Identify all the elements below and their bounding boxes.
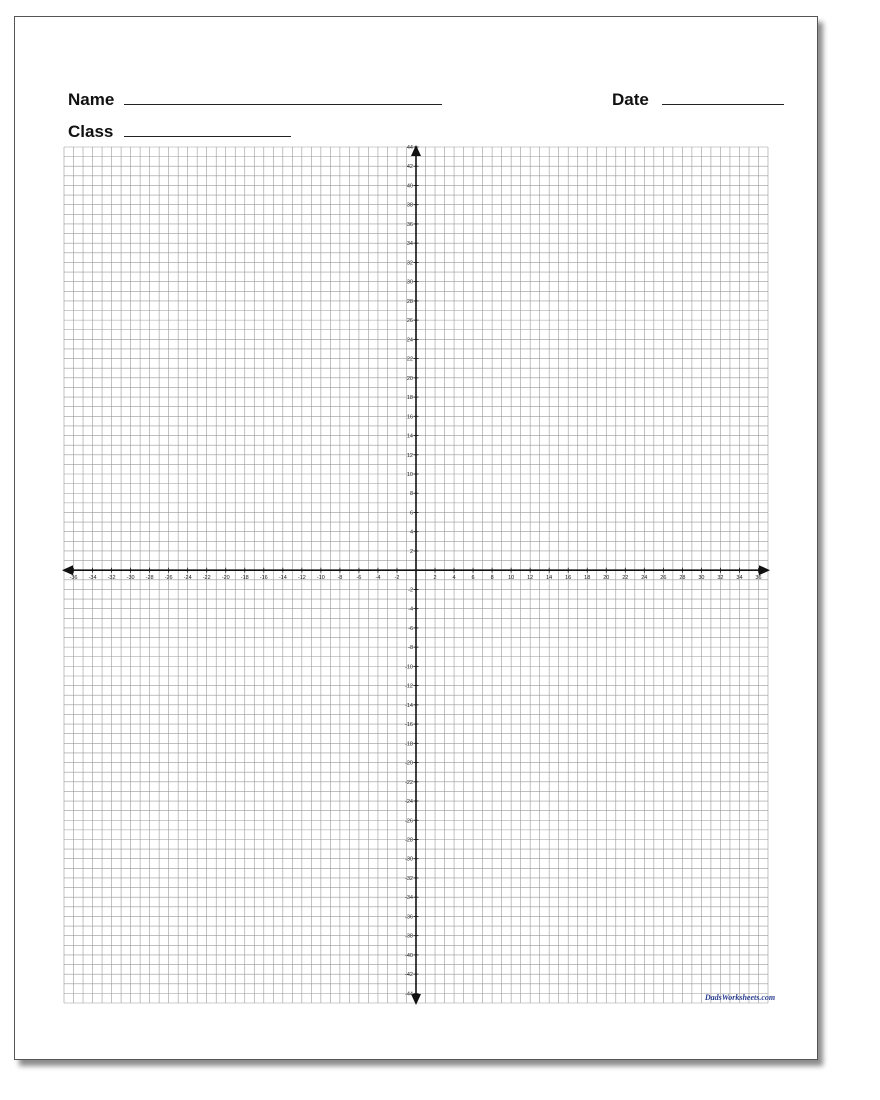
x-axis-right-arrow: [759, 565, 770, 575]
y-tick-label: 6: [409, 510, 413, 517]
y-tick-label: -34: [405, 895, 413, 902]
x-tick-label: -22: [202, 575, 211, 582]
x-tick-label: -34: [88, 575, 97, 582]
x-tick-label: -4: [375, 575, 381, 582]
x-tick-label: 36: [755, 575, 762, 582]
y-tick-label: 8: [409, 491, 413, 498]
x-tick-label: 22: [622, 575, 629, 582]
x-tick-label: 24: [641, 575, 648, 582]
y-tick-label: -4: [408, 606, 413, 613]
x-tick-label: 8: [490, 575, 494, 582]
x-tick-label: 16: [565, 575, 572, 582]
x-tick-label: -18: [240, 575, 249, 582]
x-tick-label: 18: [584, 575, 591, 582]
y-tick-label: -36: [405, 914, 413, 921]
x-tick-label: -12: [297, 575, 306, 582]
y-tick-label: -42: [405, 972, 413, 979]
y-tick-label: -2: [408, 587, 413, 594]
y-tick-label: 26: [406, 318, 413, 325]
y-tick-label: -22: [405, 779, 413, 786]
date-label: Date: [612, 90, 649, 109]
y-tick-label: -28: [405, 837, 413, 844]
y-tick-label: -26: [405, 818, 413, 825]
y-tick-label: -40: [405, 952, 413, 959]
class-label: Class: [68, 122, 114, 141]
x-tick-label: -8: [337, 575, 343, 582]
y-tick-label: -8: [408, 645, 413, 652]
name-label: Name: [68, 90, 115, 109]
x-tick-label: 34: [736, 575, 743, 582]
x-axis-left-arrow: [62, 565, 73, 575]
y-tick-label: 42: [406, 164, 413, 171]
x-tick-label: -24: [183, 575, 192, 582]
y-tick-label: 40: [406, 183, 413, 190]
x-tick-label: 6: [471, 575, 475, 582]
y-tick-label: -24: [405, 799, 413, 806]
dadsworksheets-logo: DadsWorksheets.com: [704, 993, 776, 1002]
x-tick-label: 30: [698, 575, 705, 582]
y-tick-label: 20: [406, 375, 413, 382]
x-tick-label: -30: [126, 575, 135, 582]
y-tick-label: 18: [406, 395, 413, 402]
y-tick-label: 22: [406, 356, 413, 363]
y-tick-label: 38: [406, 202, 413, 209]
y-tick-label: 30: [406, 279, 413, 286]
y-tick-label: 10: [406, 472, 413, 479]
y-tick-label: -20: [405, 760, 413, 767]
y-tick-label: 16: [406, 414, 413, 421]
x-tick-label: 4: [452, 575, 456, 582]
x-tick-label: 2: [433, 575, 437, 582]
x-tick-label: 14: [546, 575, 553, 582]
y-tick-label: 14: [406, 433, 413, 440]
x-tick-label: 10: [508, 575, 515, 582]
x-tick-label: -32: [107, 575, 116, 582]
y-tick-label: 2: [409, 548, 413, 555]
y-tick-label: 12: [406, 452, 413, 459]
y-tick-label: -44: [405, 991, 413, 998]
y-tick-label: 32: [406, 260, 413, 267]
x-tick-label: -28: [145, 575, 154, 582]
x-tick-label: -26: [164, 575, 173, 582]
y-tick-label: -32: [405, 875, 413, 882]
y-tick-label: 24: [406, 337, 413, 344]
y-tick-label: -30: [405, 856, 413, 863]
y-tick-label: 34: [406, 241, 413, 248]
y-tick-label: 44: [406, 145, 413, 151]
y-tick-label: 4: [409, 529, 413, 536]
y-tick-label: -12: [405, 683, 413, 690]
x-tick-label: -36: [69, 575, 78, 582]
y-tick-label: -16: [405, 722, 413, 729]
x-tick-label: 20: [603, 575, 610, 582]
y-tick-label: -6: [408, 625, 413, 632]
y-tick-label: -38: [405, 933, 413, 940]
x-tick-label: 32: [717, 575, 724, 582]
y-tick-label: 28: [406, 298, 413, 305]
x-tick-label: -10: [316, 575, 325, 582]
x-tick-label: 28: [679, 575, 686, 582]
x-tick-label: -20: [221, 575, 230, 582]
x-tick-label: -16: [259, 575, 268, 582]
y-tick-label: 36: [406, 221, 413, 228]
x-tick-label: 26: [660, 575, 667, 582]
y-tick-label: -18: [405, 741, 413, 748]
y-tick-label: -10: [405, 664, 413, 671]
x-tick-label: 12: [527, 575, 534, 582]
x-tick-label: -14: [278, 575, 287, 582]
y-tick-label: -14: [405, 702, 413, 709]
x-tick-label: -2: [394, 575, 400, 582]
x-tick-label: -6: [356, 575, 362, 582]
